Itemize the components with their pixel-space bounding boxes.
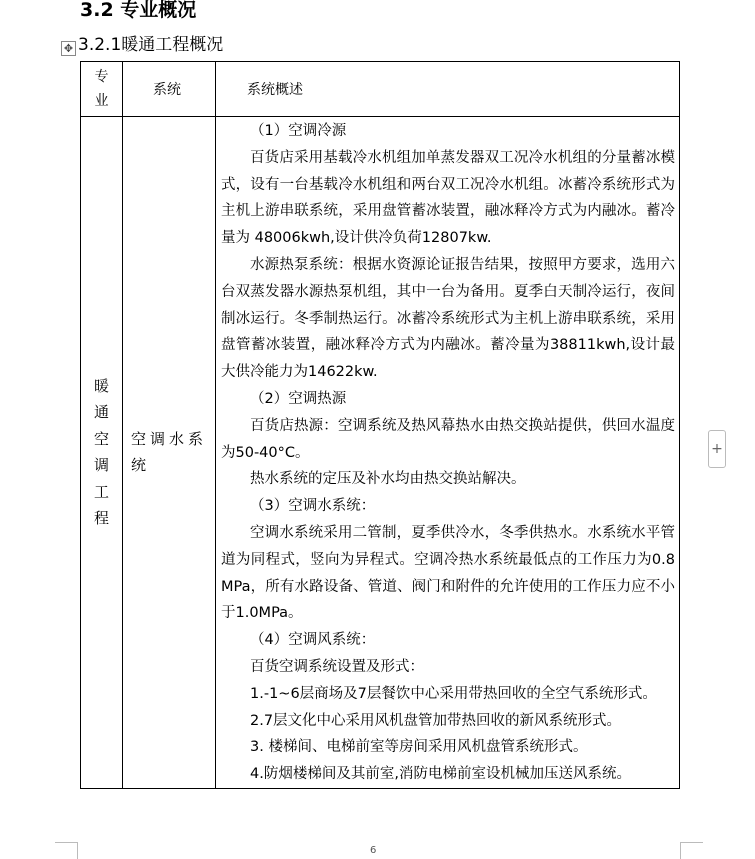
- table-row: [81, 117, 680, 789]
- page-corner-mark-right: [680, 842, 703, 859]
- overview-paragraph: 百货店采用基载冷水机组加单蒸发器双工况冷水机组的分量蓄冰模式，设有一台基载冷水机组和两台双工况冷水机组。冰蓄冷系统形式为主机上游串联系统，采用盘管蓄冰装置，融冰释冷方式为内融冰。蓄冷量为 48006kwh,设计供冷负荷12807kw.: [221, 149, 675, 247]
- overview-paragraph: （4）空调风系统：: [250, 632, 376, 649]
- page-corner-mark-left: [55, 842, 78, 859]
- add-row-plus-icon[interactable]: +: [708, 430, 726, 468]
- overview-paragraph: （2）空调热源: [250, 390, 347, 407]
- table-move-handle-icon[interactable]: ✥: [61, 41, 76, 56]
- major-label: 暖通空调工程: [93, 376, 109, 528]
- overview-paragraph: 百货店热源：空调系统及热风幕热水由热交换站提供，供回水温度为50-40°C。: [221, 417, 675, 461]
- system-label: 空调水系统: [131, 429, 208, 475]
- overview-paragraph: 水源热泵系统：根据水资源论证报告结果，按照甲方要求，选用六台双蒸发器水源热泵机组，其中一台为备用。夏季白天制冷运行，夜间制冰运行。冬季制热运行。冰蓄冷系统形式为主机上游串联系统，采用盘管蓄冰装置，融冰释冷方式为内融冰。蓄冷量为38811kwh,设计最大供冷能力为14622kw.: [221, 256, 675, 381]
- section-heading: 3.2 专业概况: [80, 0, 197, 21]
- overview-paragraph: 热水系统的定压及补水均由热交换站解决。: [250, 471, 526, 488]
- major-cell: [81, 117, 123, 789]
- overview-paragraph: 百货空调系统设置及形式：: [250, 658, 424, 675]
- spec-table: [80, 61, 680, 789]
- subsection-heading: 3.2.1暖通工程概况: [78, 35, 224, 55]
- header-major: 专业: [81, 62, 123, 117]
- system-cell: [123, 117, 216, 789]
- overview-cell: [216, 117, 680, 789]
- overview-paragraph: （1）空调冷源: [250, 123, 347, 139]
- page-number: 6: [370, 845, 377, 856]
- header-overview: 系统概述: [216, 62, 680, 117]
- overview-paragraph: 1.-1~6层商场及7层餐饮中心采用带热回收的全空气系统形式。: [250, 685, 657, 702]
- overview-paragraph: 空调水系统采用二管制，夏季供冷水，冬季供热水。水系统水平管道为同程式，竖向为异程式。空调冷热水系统最低点的工作压力为0.8MPa，所有水路设备、管道、阀门和附件的允许使用的工作压力应不小于1.0MPa。: [221, 524, 675, 622]
- header-system: 系统: [123, 62, 216, 117]
- table-header-row: [81, 62, 680, 117]
- overview-paragraph: （3）空调水系统：: [250, 498, 376, 515]
- overview-paragraph: 2.7层文化中心采用风机盘管加带热回收的新风系统形式。: [250, 712, 622, 729]
- overview-paragraph: 4.防烟楼梯间及其前室,消防电梯前室设机械加压送风系统。: [250, 766, 631, 783]
- overview-paragraph: 3. 楼梯间、电梯前室等房间采用风机盘管系统形式。: [250, 739, 588, 756]
